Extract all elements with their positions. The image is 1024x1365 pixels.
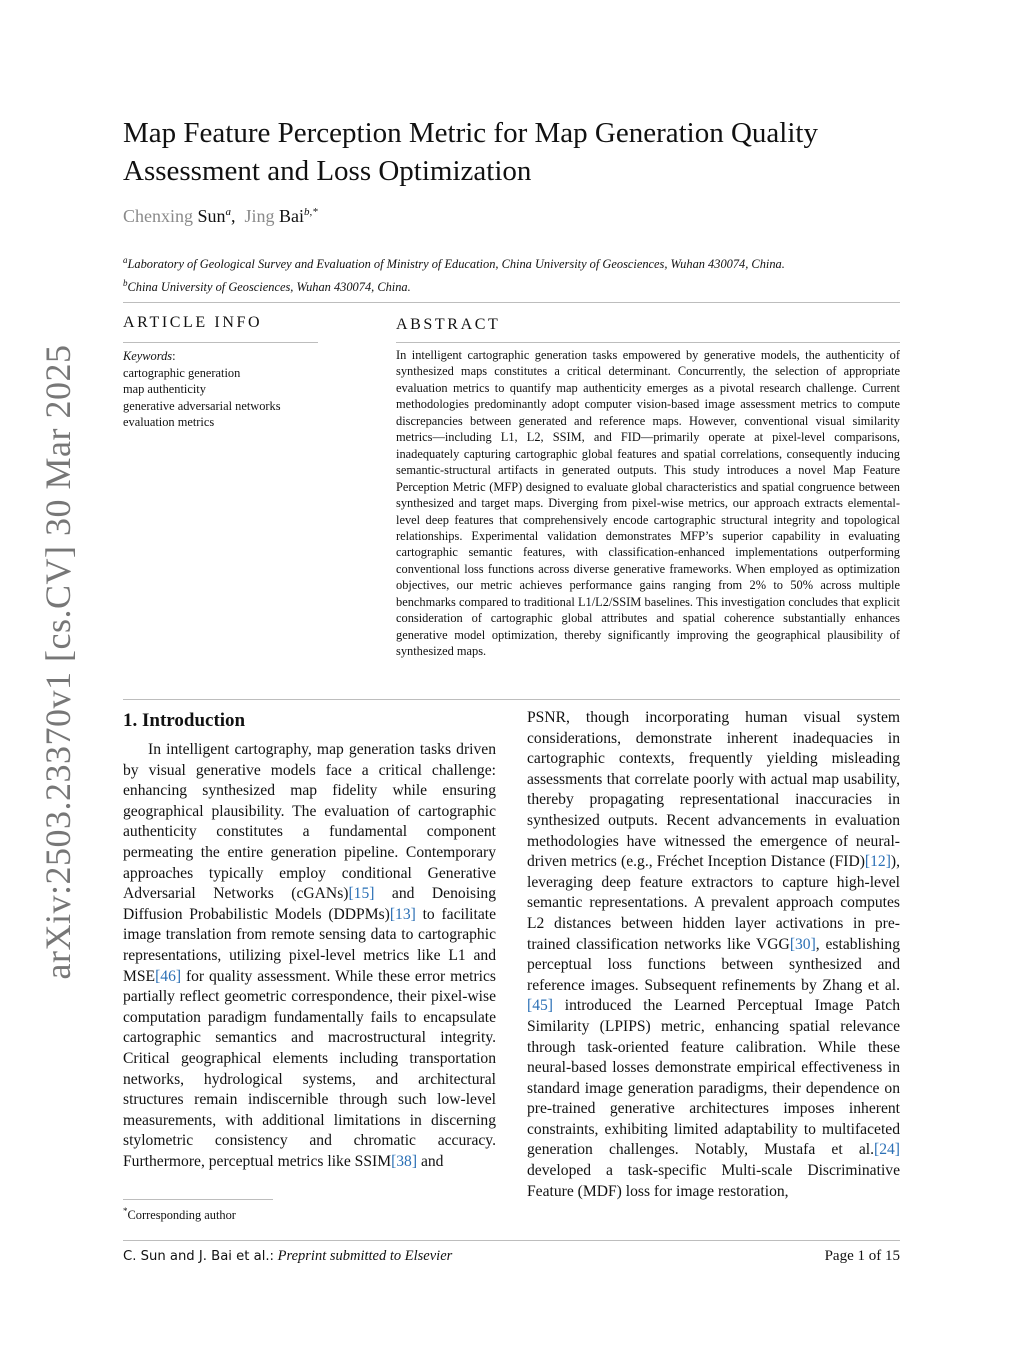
article-info-divider: [123, 342, 318, 343]
article-info-heading: ARTICLE INFO: [123, 314, 263, 331]
citation-link[interactable]: [45]: [527, 997, 553, 1015]
affiliations: [123, 251, 913, 297]
keyword-item: map authenticity: [123, 382, 206, 396]
author-2[interactable]: Jing Bai$^{b,*}$: [244, 206, 318, 226]
keyword-item: generative adversarial networks: [123, 398, 281, 413]
intro-paragraph-right: PSNR, though incorporating human visual system considerations, demonstrate inherent inadequacies in cartographic contexts, frequently yielding misleading assessments that correlate poorly with actual map usability, thereby propagating representational inaccuracies in synthesized outputs. Recent advancements in evaluation methodologies have witnessed the emergence of neural-driven metrics (e.g., Fréchet Inception Distance (FID)[12]), leveraging deep feature extractors to capture high-level semantic representations. A prevalent approach computes L2 distances between hidden layer activations in pre-trained classification networks like VGG[30], establishing perceptual loss functions between synthesized and reference images. Subsequent refinements by Zhang et al.[45] introduced the Learned Perceptual Image Patch Similarity (LPIPS) metric, enhancing spatial relevance through task-oriented feature calibration. While these neural-based losses demonstrate empirical effectiveness in standard image generation paradigms, their dependence on pre-trained generative architectures imposes inherent constraints, exhibiting limited adaptability to multifaceted generation challenges. Notably, Mustafa et al.[24] developed a task-specific Multi-scale Discriminative Feature (MDF) loss for image restoration,: [527, 709, 900, 1200]
citation-link[interactable]: [12]: [864, 853, 891, 871]
citation-link[interactable]: [38]: [391, 1152, 418, 1170]
keyword-item: cartographic generation: [123, 365, 241, 380]
paper-title: Map Feature Perception Metric for Map Generation Quality Assessment and Loss Optimization: [123, 117, 818, 187]
intro-paragraph-left: In intelligent cartography, map generation tasks driven by visual generative models face a critical challenge: enhancing synthesized map fidelity while ensuring geographical plausibility. The evaluation of cartographic authenticity constitutes a fundamental component permeating the entire generation pipeline. Contemporary approaches typically employ conditional Generative Adversarial Networks (cGANs)[15] and Denoising Diffusion Probabilistic Models (DDPMs)[13] to facilitate image translation from remote sensing data to cartographic representations, utilizing pixel-level metrics like L1 and MSE[46] for quality assessment. While these error metrics partially reflect geometric correspondence, their pixel-wise computation paradigm fundamentally fails to encapsulate cartographic semantics and macrostructural integrity. Critical geographical elements including transportation networks, hydrological systems, and architectural structures remain indiscernible through such low-level measurements, with additional limitations in discerning stylometric consistency and chromatic accuracy. Furthermore, perceptual metrics like SSIM[38] and: [123, 741, 497, 1170]
page-number: Page 1 of 15: [824, 1248, 900, 1264]
author-1[interactable]: Chenxing Sun$^a$: [123, 206, 232, 226]
citation-link[interactable]: [13]: [389, 905, 416, 923]
footer-divider: [123, 1240, 900, 1241]
footer-authors: C. Sun and J. Bai et al.:: [123, 1249, 274, 1264]
arxiv-sidebar-stamp: arXiv:2503.23370v1 [cs.CV] 30 Mar 2025: [38, 344, 78, 980]
author-list: Chenxing Sun$^a$, Jing Bai$^{b,*}$: [123, 206, 318, 226]
footnote-divider: [123, 1199, 273, 1200]
abstract-divider: [396, 342, 900, 343]
keyword-item: evaluation metrics: [123, 415, 215, 429]
body-divider: [123, 699, 900, 700]
citation-link[interactable]: [24]: [874, 1141, 900, 1159]
citation-link[interactable]: [46]: [155, 967, 182, 985]
keywords-block: Keywords: cartographic generation map authenticity generative adversarial networks evaluation metrics: [123, 348, 323, 431]
affiliation-b: $^b$China University of Geosciences, Wuhan 430074, China.: [123, 278, 411, 295]
affiliation-a: $^a$Laboratory of Geological Survey and Evaluation of Ministry of Education, China University of Geosciences, Wuhan 430074, China.: [123, 255, 785, 272]
citation-link[interactable]: [30]: [789, 935, 816, 953]
abstract-text: In intelligent cartographic generation tasks empowered by generative models, the authenticity of synthesized maps constitutes a critical determinant. Concurrently, the selection of appropriate evaluation metrics to quantify map authenticity emerges as a pivotal research challenge. Current methodologies predominantly adopt computer vision-based image assessment metrics to compute discrepancies between generated and reference maps. However, conventional visual similarity metrics—including L1, L2, SSIM, and FID—primarily operate at pixel-level comparisons, inadequately capturing cartographic global features and spatial correlations, consequently inducing semantic-structural artifacts in generated outputs. This study introduces a novel Map Feature Perception Metric (MFP) designed to evaluate global characteristics and spatial congruence between synthesized and target maps. Diverging from pixel-wise metrics, our approach extracts elemental-level deep features that comprehensively encode cartographic structural integrity and topological relationships. Experimental validation demonstrates MFP’s superior capability in evaluating cartographic semantic features, with classification-enhanced implementations outperforming conventional loss functions across diverse generative frameworks. When employed as optimization objectives, our metric achieves performance gains ranging from 2% to 50% across multiple benchmarks compared to traditional L1/L2/SSIM baselines. This investigation concludes that explicit consideration of cartographic global attributes and spatial coherence substantially enhances generative model optimization, thereby significantly improving the geographical plausibility of synthesized maps.: [396, 348, 900, 659]
header-divider: [123, 302, 900, 303]
citation-link[interactable]: [15]: [348, 885, 375, 903]
footnote-corresponding-author: *Corresponding author: [123, 1206, 236, 1223]
keywords-label: Keywords: [123, 349, 173, 363]
abstract-heading: ABSTRACT: [396, 316, 501, 333]
footer-venue: Preprint submitted to Elsevier: [277, 1248, 453, 1264]
running-footer: [123, 1248, 452, 1265]
section-heading-introduction: 1. Introduction: [123, 710, 246, 731]
